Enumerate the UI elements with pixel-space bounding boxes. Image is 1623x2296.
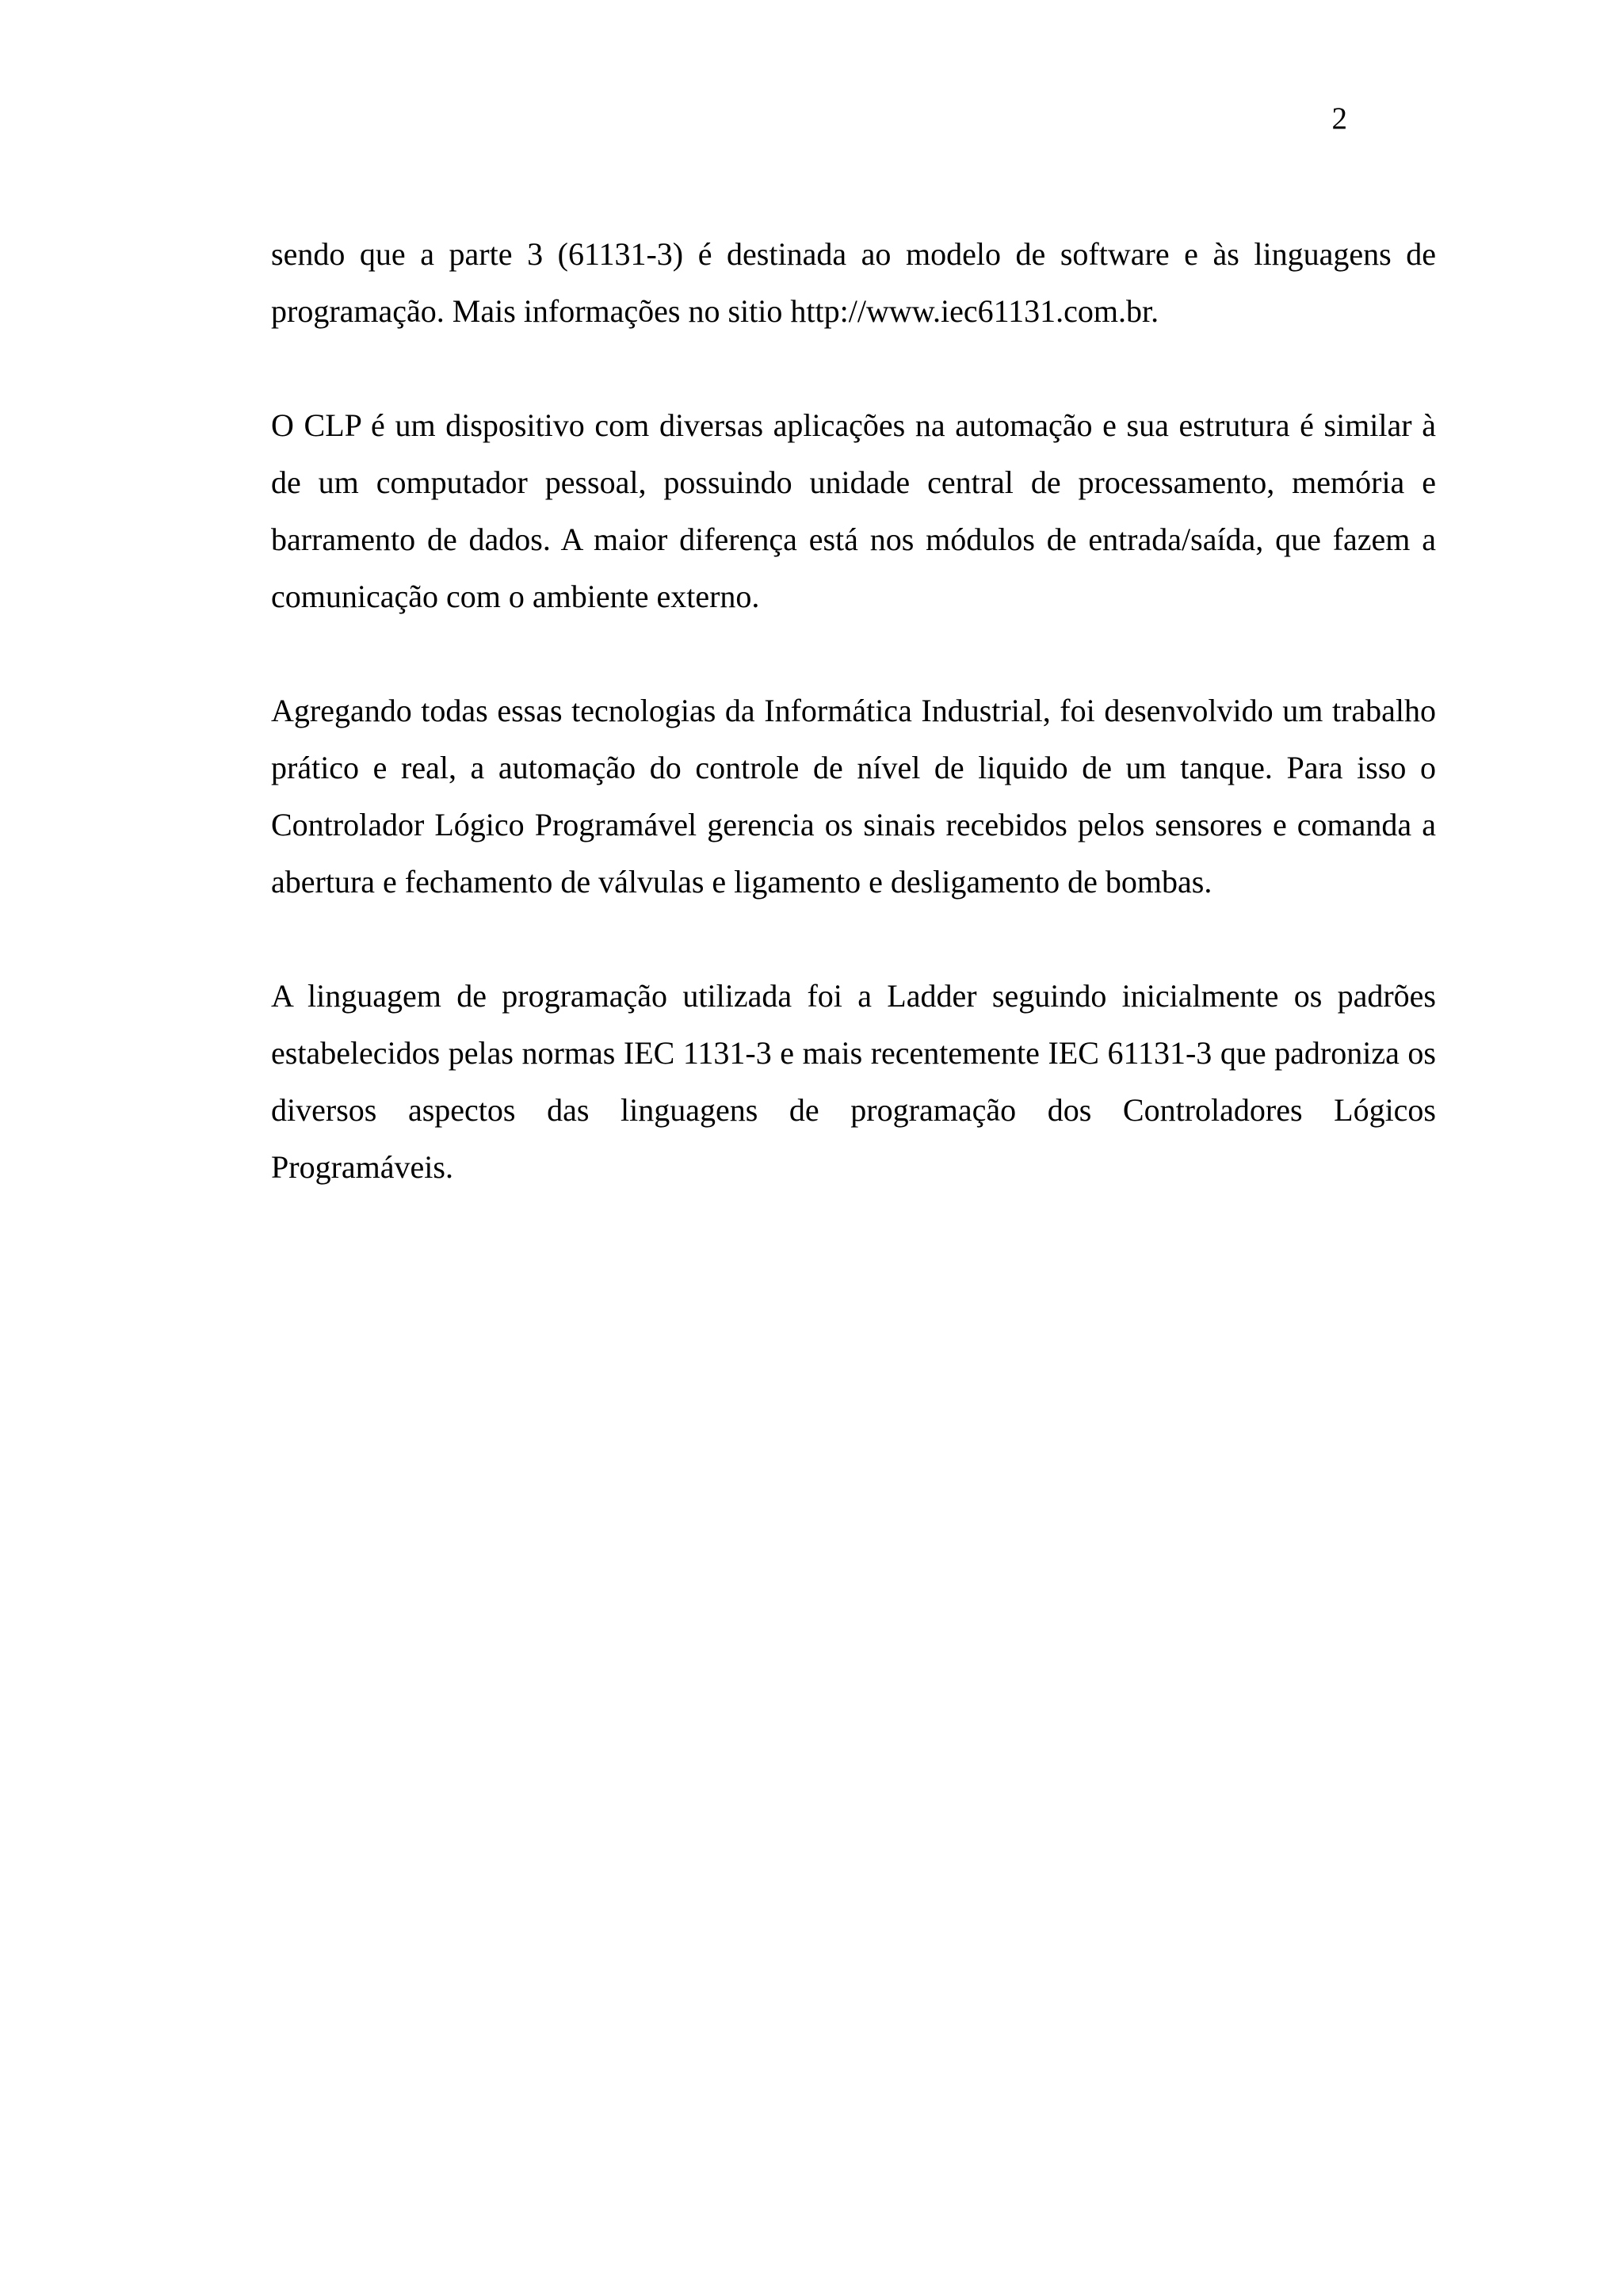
- paragraph-programming-language: A linguagem de programação utilizada foi a Ladder seguindo inicialmente os padrões estabelecidos pelas normas IEC 1131-3 e mais recentemente IEC 61131-3 que padroniza os diversos aspectos das linguagens de programação dos Controladores Lógicos Programáveis.: [271, 978, 1436, 1185]
- body-text: [271, 226, 1436, 1253]
- page-number: 2: [1331, 101, 1347, 136]
- paragraph-clp-description: O CLP é um dispositivo com diversas aplicações na automação e sua estrutura é similar à de um computador pessoal, possuindo unidade central de processamento, memória e barramento de dados. A maior diferença está nos módulos de entrada/saída, que fazem a comunicação com o ambiente externo.: [271, 407, 1436, 614]
- paragraph-continuation: sendo que a parte 3 (61131-3) é destinada ao modelo de software e às linguagens de programação. Mais informações no sitio http://www.iec61131.com.br.: [271, 236, 1436, 329]
- paragraph-project-summary: Agregando todas essas tecnologias da Informática Industrial, foi desenvolvido um trabalho prático e real, a automação do controle de nível de liquido de um tanque. Para isso o Controlador Lógico Programável gerencia os sinais recebidos pelos sensores e comanda a abertura e fechamento de válvulas e ligamento e desligamento de bombas.: [271, 693, 1436, 900]
